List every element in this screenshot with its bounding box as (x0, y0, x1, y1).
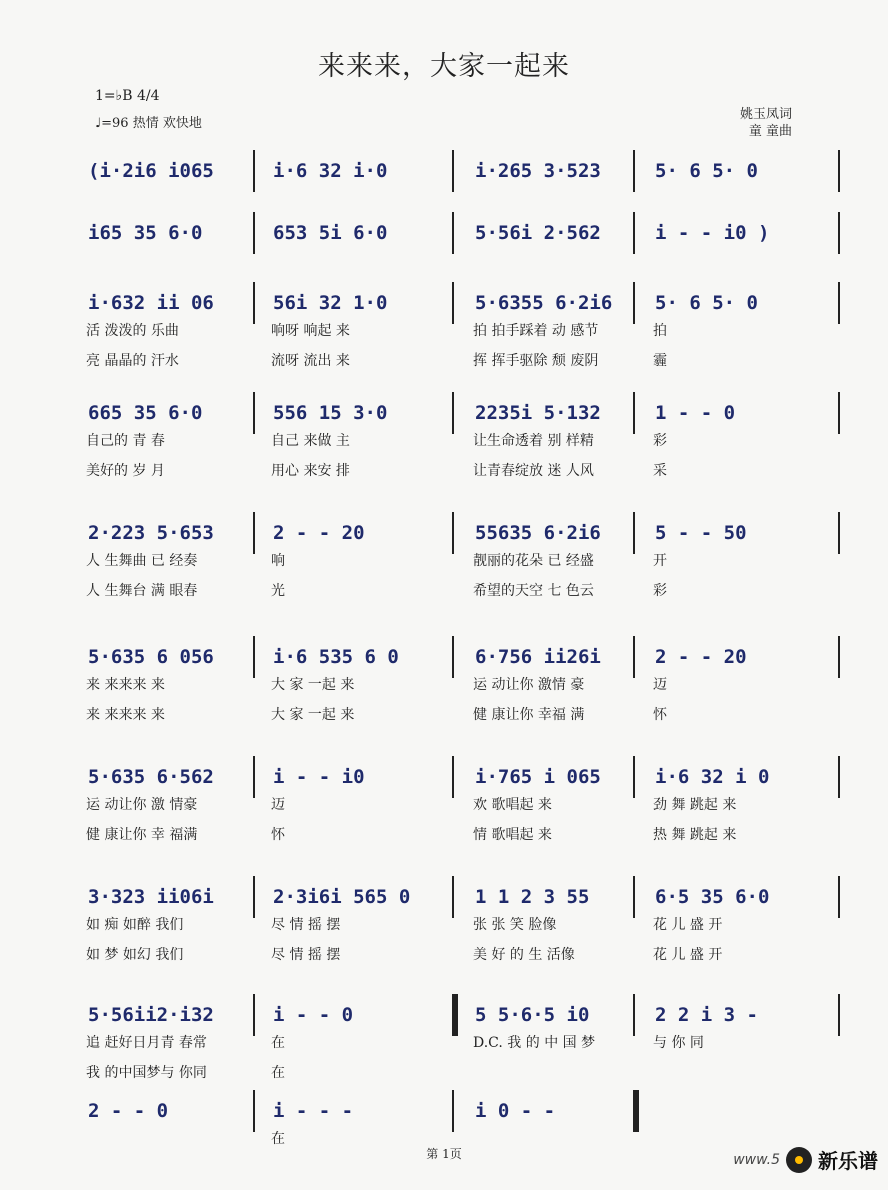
bar-line (838, 512, 840, 554)
bar-line (452, 1090, 454, 1132)
lyric-verse-1: 迈 (653, 677, 667, 693)
measure-notes: i - - 0 (273, 1004, 354, 1026)
score-row (80, 522, 840, 612)
lyric-verse-1: 响呀 响起 来 (271, 323, 350, 339)
lyric-verse-1: 运 动让你 激情 豪 (473, 677, 585, 693)
lyric-verse-2: 让青春绽放 迷 人风 (473, 463, 594, 479)
bar-line (452, 994, 458, 1036)
lyric-verse-1: 如 痴 如醉 我们 (86, 917, 184, 933)
lyric-verse-2: 用心 来安 排 (271, 463, 350, 479)
lyric-verse-2: 怀 (271, 827, 285, 843)
bar-line (253, 636, 255, 678)
measure-notes: 3·323 ii06i (88, 886, 214, 908)
lyric-verse-1: 靓丽的花朵 已 经盛 (473, 553, 594, 569)
score-header-left (95, 88, 202, 131)
lyric-verse-1: 彩 (653, 433, 667, 449)
measure-notes: i·6 535 6 0 (273, 646, 399, 668)
lyricist: 姚玉凤词 (739, 107, 792, 122)
lyric-verse-2: 尽 情 摇 摆 (271, 947, 341, 963)
measure-notes: 5·56i 2·562 (475, 222, 601, 244)
composer: 童 童曲 (748, 124, 792, 139)
measure-notes: i·632 ii 06 (88, 292, 214, 314)
bar-line (838, 392, 840, 434)
lyric-verse-2: 亮 晶晶的 汗水 (86, 353, 179, 369)
key-signature: 1=♭B 4/4 (95, 88, 160, 104)
bar-line (452, 392, 454, 434)
lyric-verse-1: 劲 舞 跳起 来 (653, 797, 737, 813)
lyric-verse-1: 拍 拍手踩着 动 感节 (473, 323, 599, 339)
measure-notes: 2235i 5·132 (475, 402, 601, 424)
bar-line (633, 392, 635, 434)
lyric-verse-1: 在 (271, 1035, 285, 1051)
measure-notes: i·6 32 i 0 (655, 766, 770, 788)
score-row (80, 402, 840, 492)
measure-notes: 1 1 2 3 55 (475, 886, 590, 908)
measure-notes: 55635 6·2i6 (475, 522, 601, 544)
lyric-verse-2: 霾 (653, 353, 667, 369)
lyric-verse-1: 尽 情 摇 摆 (271, 917, 341, 933)
lyric-verse-2: 在 (271, 1065, 285, 1081)
bar-line (253, 392, 255, 434)
measure-notes: 2·3i6i 565 0 (273, 886, 411, 908)
lyric-verse-1: D.C. 我 的 中 国 梦 (473, 1035, 596, 1051)
bar-line (633, 636, 635, 678)
lyric-verse-2: 怀 (653, 707, 667, 723)
bar-line (452, 150, 454, 192)
lyric-verse-2: 美好的 岁 月 (86, 463, 165, 479)
measure-notes: 6·5 35 6·0 (655, 886, 770, 908)
measure-notes: i - - i0 ) (655, 222, 770, 244)
lyric-verse-2: 希望的天空 七 色云 (473, 583, 594, 599)
lyric-verse-2: 健 康让你 幸 福满 (86, 827, 198, 843)
lyric-verse-1: 人 生舞曲 已 经奏 (86, 553, 198, 569)
lyric-verse-2: 美 好 的 生 活像 (473, 947, 575, 963)
lyric-verse-2: 挥 挥手驱除 颓 废阴 (473, 353, 599, 369)
measure-notes: i - - - (273, 1100, 354, 1122)
measure-notes: 2 2 i 3 - (655, 1004, 758, 1026)
bar-line (253, 994, 255, 1036)
bar-line (633, 994, 635, 1036)
lyric-verse-1: 在 (271, 1131, 285, 1147)
lyric-verse-2: 健 康让你 幸福 满 (473, 707, 585, 723)
measure-notes: 5·635 6·562 (88, 766, 214, 788)
record-disc-icon (786, 1147, 812, 1173)
lyric-verse-1: 开 (653, 553, 667, 569)
measure-notes: 653 5i 6·0 (273, 222, 388, 244)
lyric-verse-2: 花 儿 盛 开 (653, 947, 723, 963)
lyric-verse-2: 人 生舞台 满 眼春 (86, 583, 198, 599)
measure-notes: 2 - - 0 (88, 1100, 169, 1122)
lyric-verse-1: 追 赶好日月青 春常 (86, 1035, 207, 1051)
measure-notes: i·6 32 i·0 (273, 160, 388, 182)
lyric-verse-2: 采 (653, 463, 667, 479)
bar-line (452, 212, 454, 254)
lyric-verse-2: 彩 (653, 583, 667, 599)
bar-line (253, 282, 255, 324)
watermark-url: www.5 (733, 1151, 780, 1168)
watermark-brand: 新乐谱 (818, 1149, 878, 1173)
measure-notes: 6·756 ii26i (475, 646, 601, 668)
bar-line (452, 512, 454, 554)
lyric-verse-2: 来 来来来 来 (86, 707, 165, 723)
measure-notes: 2·223 5·653 (88, 522, 214, 544)
measure-notes: 5·6355 6·2i6 (475, 292, 613, 314)
measure-notes: 2 - - 20 (655, 646, 747, 668)
measure-notes: 556 15 3·0 (273, 402, 388, 424)
bar-line (253, 212, 255, 254)
lyric-verse-1: 让生命透着 别 样精 (473, 433, 594, 449)
bar-line (838, 756, 840, 798)
lyric-verse-1: 自己的 青 春 (86, 433, 165, 449)
lyric-verse-2: 如 梦 如幻 我们 (86, 947, 184, 963)
lyric-verse-1: 迈 (271, 797, 285, 813)
lyric-verse-1: 运 动让你 激 情豪 (86, 797, 198, 813)
measure-notes: i·265 3·523 (475, 160, 601, 182)
measure-notes: 5 5·6·5 i0 (475, 1004, 590, 1026)
bar-line (633, 212, 635, 254)
lyric-verse-1: 活 泼泼的 乐曲 (86, 323, 179, 339)
bar-line (253, 1090, 255, 1132)
measure-notes: 2 - - 20 (273, 522, 365, 544)
tempo-marking: ♩=96 热情 欢快地 (95, 116, 202, 131)
lyric-verse-2: 光 (271, 583, 285, 599)
bar-line (838, 282, 840, 324)
bar-line (838, 150, 840, 192)
bar-line (633, 512, 635, 554)
lyric-verse-2: 情 歌唱起 来 (473, 827, 552, 843)
bar-line (838, 994, 840, 1036)
measure-notes: 5·635 6 056 (88, 646, 214, 668)
bar-line (452, 636, 454, 678)
measure-notes: i·765 i 065 (475, 766, 601, 788)
score-row (80, 766, 840, 856)
lyric-verse-1: 拍 (653, 323, 667, 339)
lyric-verse-1: 自己 来做 主 (271, 433, 350, 449)
bar-line (838, 212, 840, 254)
lyric-verse-2: 我 的中国梦与 你同 (86, 1065, 207, 1081)
bar-line (452, 282, 454, 324)
measure-notes: (i·2i6 i065 (88, 160, 214, 182)
score-row (80, 292, 840, 382)
bar-line (633, 282, 635, 324)
bar-line (253, 876, 255, 918)
lyric-verse-1: 大 家 一起 来 (271, 677, 355, 693)
site-watermark (733, 1145, 878, 1174)
bar-line (452, 756, 454, 798)
bar-line (633, 150, 635, 192)
measure-notes: i65 35 6·0 (88, 222, 203, 244)
measure-notes: 5· 6 5· 0 (655, 160, 758, 182)
measure-notes: 5 - - 50 (655, 522, 747, 544)
measure-notes: 56i 32 1·0 (273, 292, 388, 314)
lyric-verse-1: 来 来来来 来 (86, 677, 165, 693)
measure-notes: 1 - - 0 (655, 402, 736, 424)
bar-line (838, 876, 840, 918)
bar-line (253, 150, 255, 192)
bar-line (633, 876, 635, 918)
page-number: 第 1页 (426, 1147, 462, 1161)
credits (740, 106, 792, 140)
lyric-verse-2: 大 家 一起 来 (271, 707, 355, 723)
bar-line (633, 756, 635, 798)
lyric-verse-1: 花 儿 盛 开 (653, 917, 723, 933)
measure-notes: i 0 - - (475, 1100, 556, 1122)
bar-line (633, 1090, 639, 1132)
measure-notes: i - - i0 (273, 766, 365, 788)
lyric-verse-1: 张 张 笑 脸像 (473, 917, 557, 933)
measure-notes: 5·56ii2·i32 (88, 1004, 214, 1026)
lyric-verse-2: 热 舞 跳起 来 (653, 827, 737, 843)
score-row (80, 1004, 840, 1094)
lyric-verse-1: 欢 歌唱起 来 (473, 797, 552, 813)
score-row (80, 886, 840, 976)
lyric-verse-1: 与 你 同 (653, 1035, 704, 1051)
score-row (80, 646, 840, 736)
bar-line (838, 636, 840, 678)
lyric-verse-2: 流呀 流出 来 (271, 353, 350, 369)
measure-notes: 665 35 6·0 (88, 402, 203, 424)
lyric-verse-1: 响 (271, 553, 285, 569)
song-title: 来来来，大家一起来 (318, 51, 570, 82)
bar-line (253, 756, 255, 798)
bar-line (253, 512, 255, 554)
measure-notes: 5· 6 5· 0 (655, 292, 758, 314)
bar-line (452, 876, 454, 918)
